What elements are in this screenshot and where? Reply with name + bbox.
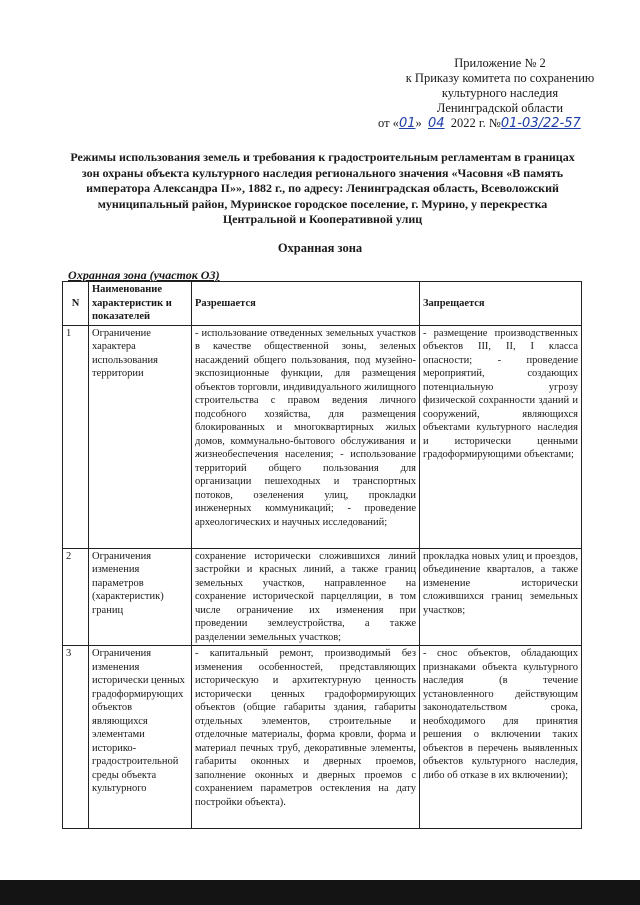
date-day: 01 [398,116,416,131]
row-name: Ограничения изменения параметров (характеристик) границ [89,548,192,646]
document-title: Режимы использования земель и требования к градостроительным регламентам в границах зон охраны объекта культурного наследия регионального значения «Часовня «В память императора Александра II»», 1882 г., по адресу: Ленинградская область, Всеволожский муниципальный район, Муринское городское поселение, г. Мурино, у перекрестка Центральной и Кооперативной улиц [70,150,575,226]
table-row [63,325,582,548]
appendix-block [380,56,620,116]
header-allowed: Разрешается [192,282,420,326]
appendix-title: Приложение № 2 [454,56,546,70]
table-row [63,548,582,646]
scan-bottom-edge [0,880,640,905]
date-month: 04 [427,116,445,131]
table-caption: Охранная зона (участок ОЗ) [68,268,220,282]
row-name: Ограничение характера использования территории [89,325,192,548]
row-allowed: - капитальный ремонт, производимый без изменения особенностей, представляющих историческую и архитектурную ценность исторически ценных градоформирующих объектов (общие габариты здания, габариты отдельных элементов, строительные и отделочные материалы, форма кровли, форма и материал печных труб, декоративные элементы, габариты оконных и дверных проемов, заполнение оконных и дверных проемов с сохранением параметров остекления на дату постройки объекта). [192,646,420,829]
row-forbidden: - снос объектов, обладающих признаками объекта культурного наследия (в течение установленного действующим законодательством срока, необходимого для принятия решения о включении таких объектов в перечень выявленных объектов культурного наследия, либо об отказе в их включении); [420,646,582,829]
header-n: N [63,282,89,326]
appendix-region-line: Ленинградской области [436,101,564,115]
date-year: 2022 г. № [450,116,501,130]
appendix-order-line: к Приказу комитета по сохранению [405,71,595,85]
row-forbidden: - размещение производственных объектов III, II, I класса опасности; - проведение мероприятий, создающих потенциальную угрозу физической сохранности зданий и сооружений, являющихся объектами культурного наследия и исторически ценными градоформирующими объектами; [420,325,582,548]
row-allowed: - использование отведенных земельных участков в качестве общественной зоны, зеленых насаждений общего пользования, под музейно-экспозиционные функции, для размещения объектов торговли, индивидуального жилищного строительства с правом ведения личного подсобного хозяйства, для размещения блокированных и многоквартирных жилых домов, коммунально-бытового обслуживания и жизнеобеспечения населения; - использование территорий общего пользования для организации пешеходных и транспортных потоков, озеленения улиц, прокладки инженерных коммуникаций; - проведение археологических и научных исследований; [192,325,420,548]
header-forbidden: Запрещается [420,282,582,326]
table-header-row [63,282,582,326]
table-row [63,646,582,829]
row-name: Ограничения изменения исторически ценных градоформирующих объектов являющихся элементами историко-градостроительной среды объекта культурного [89,646,192,829]
date-prefix: от « [378,116,399,130]
row-number: 1 [63,325,89,548]
zone-heading: Охранная зона [277,241,363,255]
row-number: 2 [63,548,89,646]
row-allowed: сохранение исторически сложившихся линий застройки и красных линий, а также границ земельных участков, направленное на сохранение исторической парцелляции, в том числе ограничение их изменения при проведении землеустройства, а также разделении земельных участков; [192,548,420,646]
appendix-committee-line: культурного наследия [441,86,559,100]
order-number: 01-03/22-57 [500,116,581,131]
regulations-table [62,281,582,829]
order-date-line [378,116,638,131]
row-number: 3 [63,646,89,829]
row-forbidden: прокладка новых улиц и проездов, объединение кварталов, а также изменение исторически сложившихся границ земельных участков; [420,548,582,646]
header-name: Наименование характеристик и показателей [89,282,192,326]
date-mid: » [415,116,422,130]
